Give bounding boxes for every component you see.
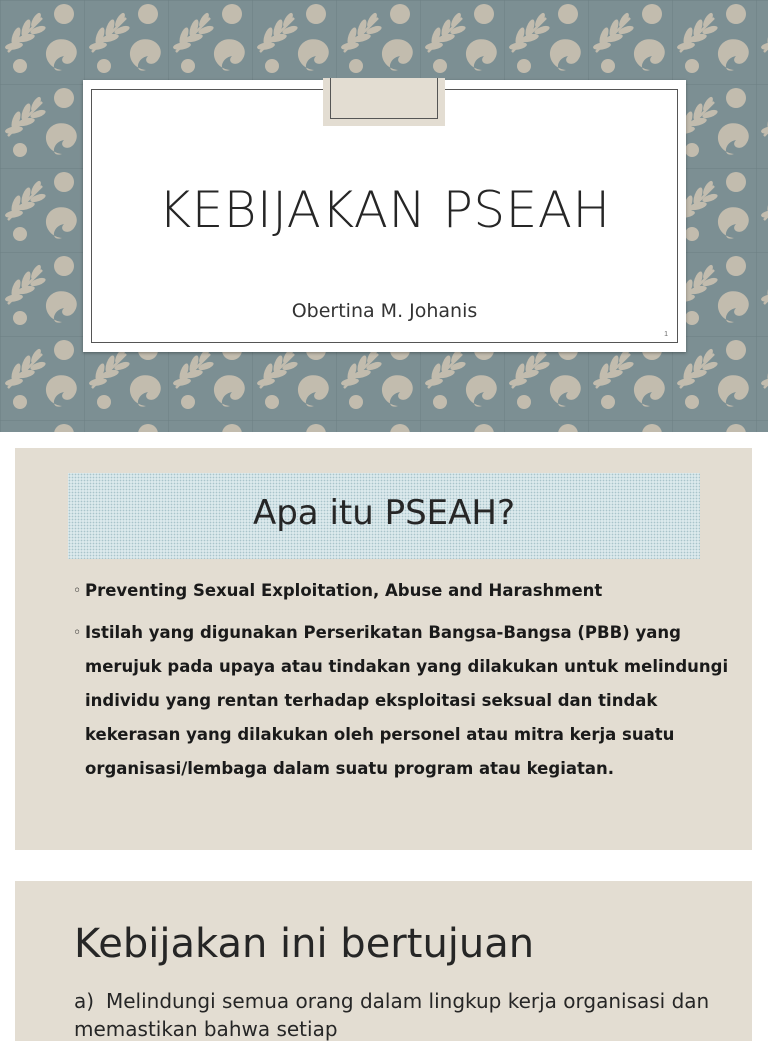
title-card-tab (323, 78, 445, 126)
slide-number: 1 (664, 331, 668, 338)
title-card-tab-inner (330, 78, 438, 119)
slide-3 (15, 881, 752, 1041)
list-item (73, 616, 733, 786)
bullet-text: Istilah yang digunakan Perserikatan Bangsa-Bangsa (PBB) yang merujuk pada upaya atau tindakan yang dilakukan untuk melindungi individu yang rentan terhadap eksploitasi seksual dan tindak kekerasan yang dilakukan oleh personel atau mitra kerja suatu organisasi/lembaga dalam suatu program atau kegiatan. (85, 623, 729, 778)
item-text: Melindungi semua orang dalam lingkup kerja organisasi dan memastikan bahwa setiap (74, 989, 710, 1041)
slide-1-title: KEBIJAKAN PSEAH (158, 181, 611, 239)
list-item (74, 987, 714, 1041)
slide-2-title: Apa itu PSEAH? (252, 493, 516, 533)
bullet-circle-icon: ◦ (73, 583, 82, 599)
slide-3-title: Kebijakan ini bertujuan (74, 921, 535, 967)
slide-2-bullet-list (73, 574, 733, 786)
item-label: a) (74, 989, 95, 1013)
bullet-text: Preventing Sexual Exploitation, Abuse and Harashment (85, 581, 603, 600)
slide-1-author: Obertina M. Johanis (291, 300, 478, 322)
slide-2 (15, 448, 752, 850)
bullet-circle-icon: ◦ (73, 625, 82, 641)
slide-2-title-bar (68, 473, 700, 559)
slide-1 (0, 0, 768, 432)
title-card (83, 80, 686, 352)
list-item (73, 574, 733, 608)
